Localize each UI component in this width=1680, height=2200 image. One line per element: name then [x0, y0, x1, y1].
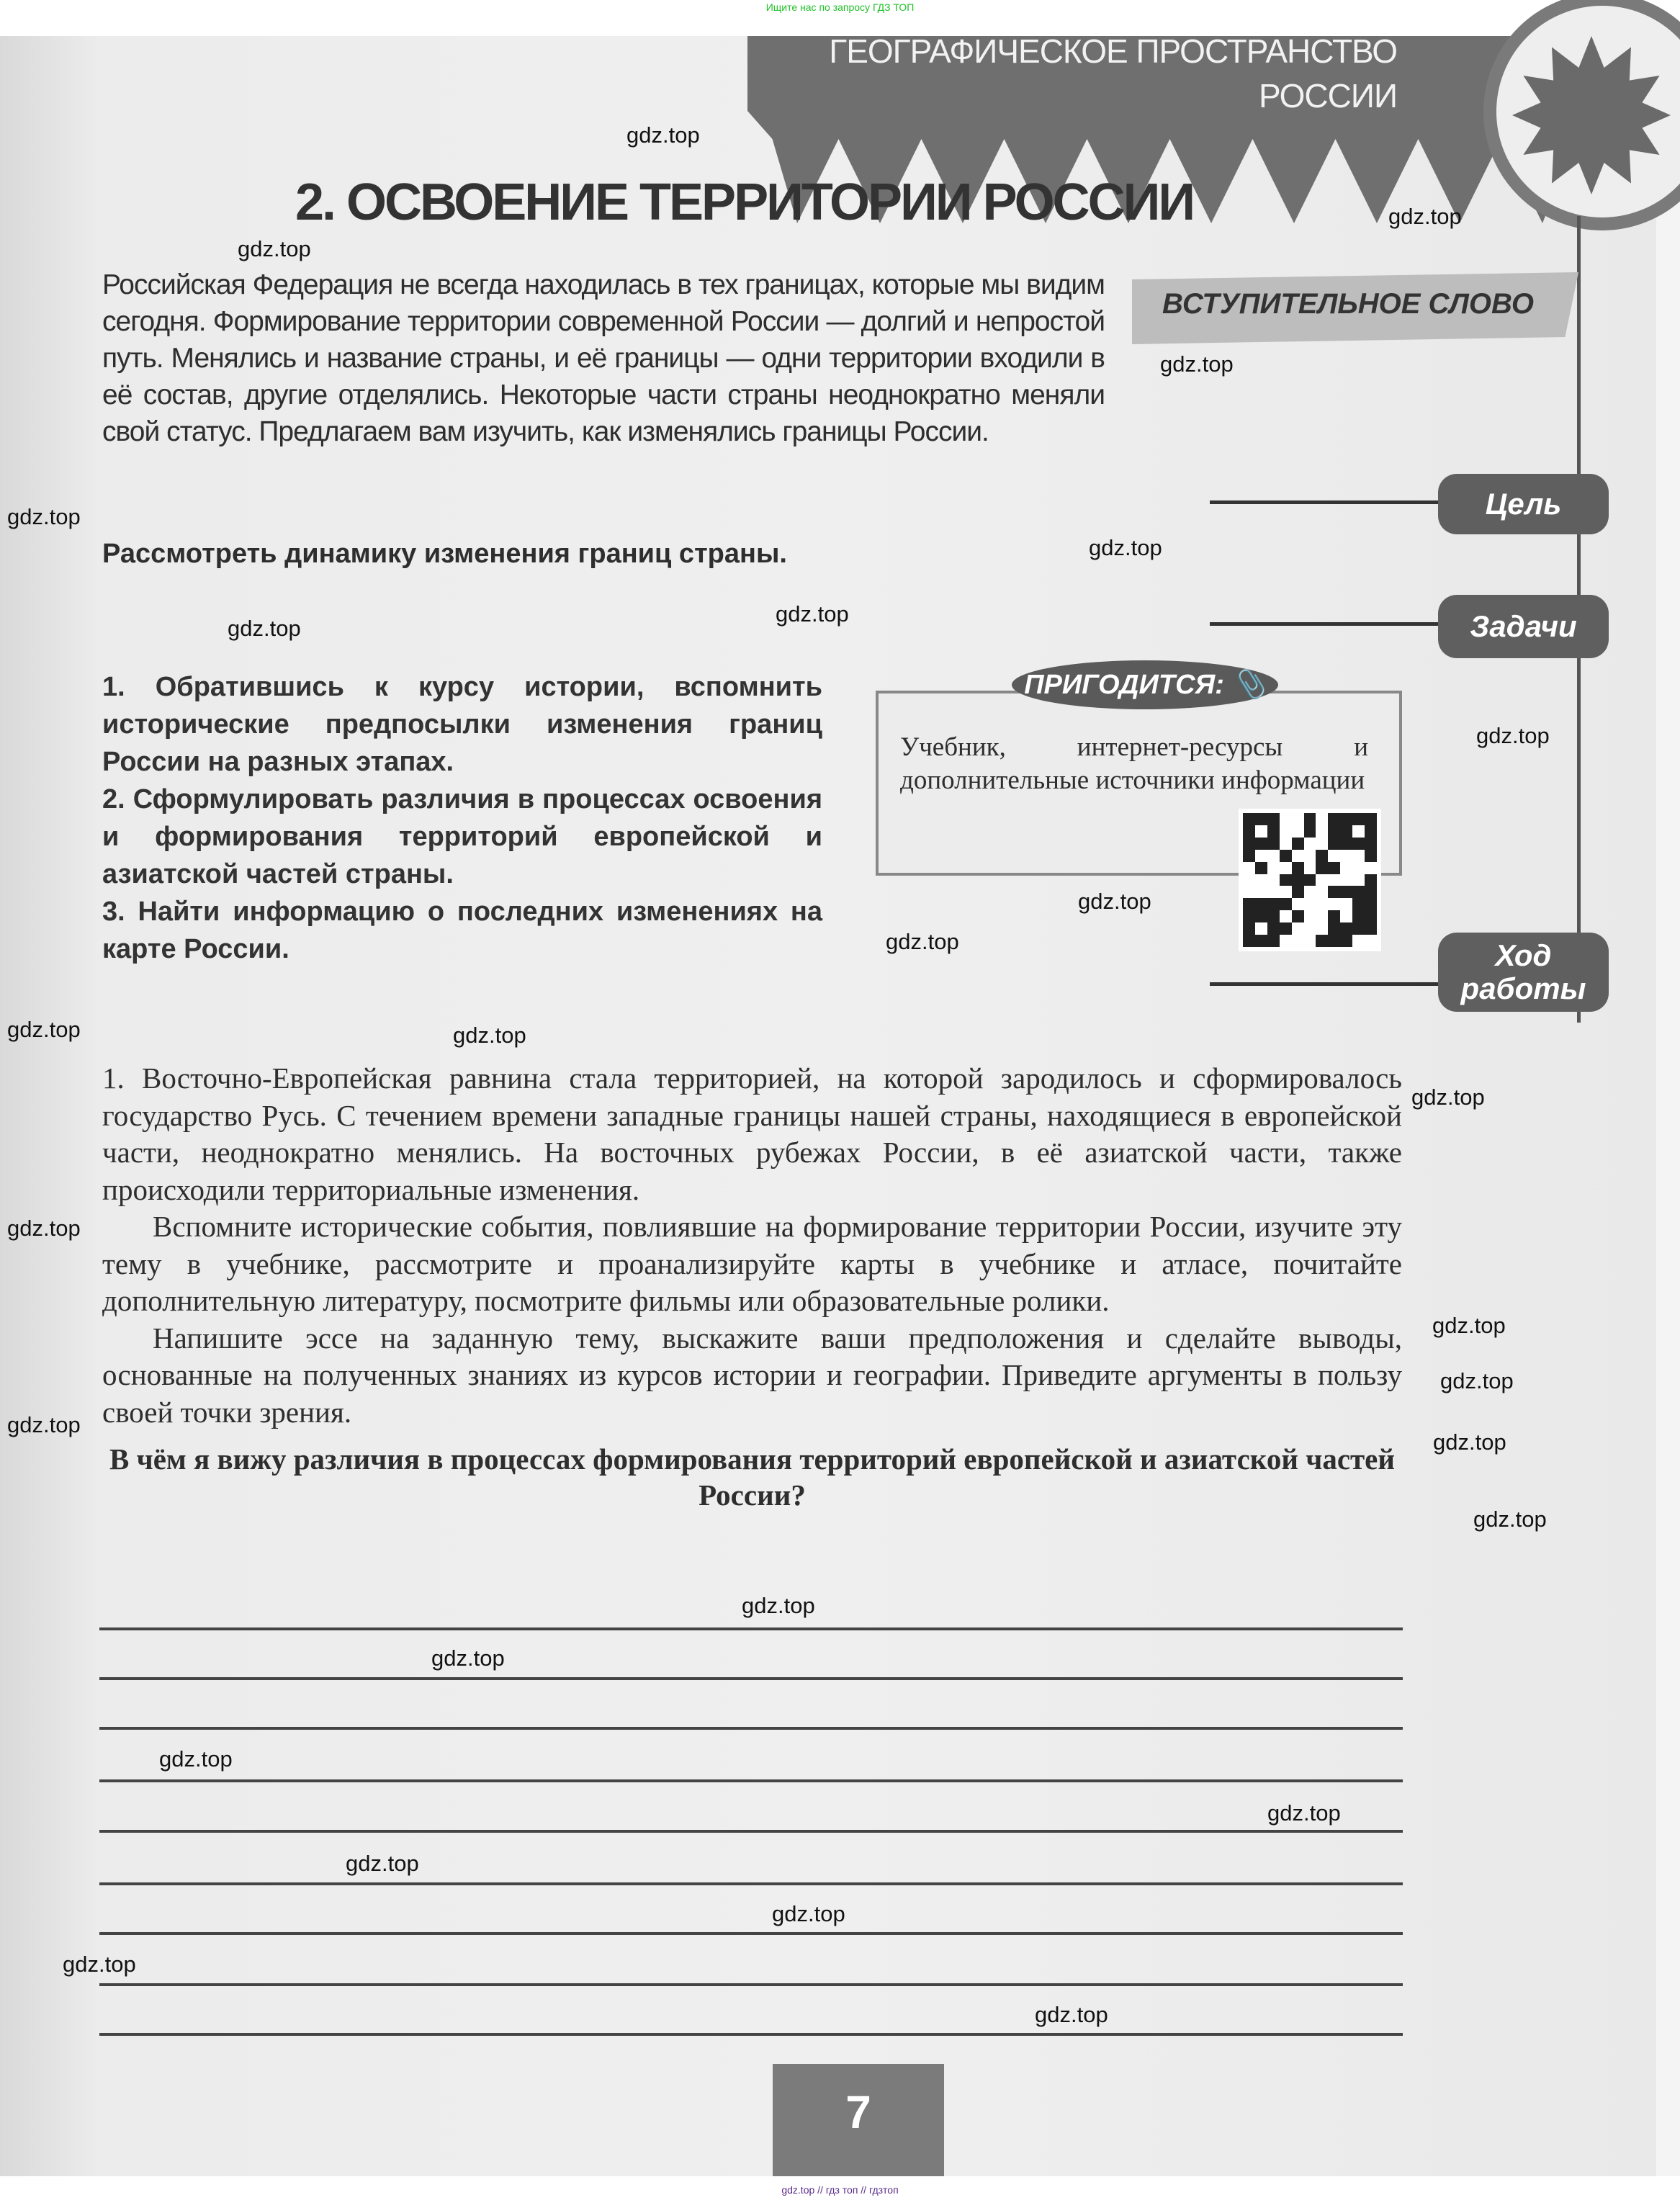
qr-module [1304, 825, 1316, 838]
qr-module [1316, 838, 1328, 850]
qr-module [1316, 886, 1328, 898]
tasks-connector [1210, 622, 1440, 626]
qr-module [1243, 898, 1255, 910]
qr-module [1267, 862, 1280, 874]
qr-module [1304, 862, 1316, 874]
watermark: gdz.top [1440, 1368, 1514, 1393]
qr-module [1280, 922, 1292, 935]
qr-module [1316, 910, 1328, 922]
paragraph: 1. Восточно-Европейская равнина стала территорией, на которой зародилось и сформировалось государство Русь. С течением времени западные границы нашей страны, находящиеся в европейской части, неоднократно менялись. На восточных рубежах России, в её азиатской части, также происходили территориальные изменения. [102, 1061, 1402, 1206]
workflow-connector [1210, 982, 1440, 986]
qr-module [1243, 850, 1255, 862]
qr-module [1365, 862, 1377, 874]
watermark: gdz.top [7, 1412, 81, 1437]
qr-module [1352, 813, 1365, 825]
qr-module [1280, 813, 1292, 825]
qr-module [1328, 898, 1340, 910]
qr-module [1340, 838, 1352, 850]
watermark: gdz.top [228, 616, 301, 641]
qr-module [1352, 850, 1365, 862]
qr-module [1352, 922, 1365, 935]
qr-module [1280, 935, 1292, 947]
qr-module [1255, 850, 1267, 862]
watermark: gdz.top [772, 1901, 845, 1926]
qr-module [1267, 813, 1280, 825]
answer-line[interactable] [99, 1677, 1403, 1680]
qr-module [1255, 910, 1267, 922]
watermark: gdz.top [742, 1593, 815, 1618]
paragraph: Напишите эссе на заданную тему, выскажите ваши предположения и сделайте выводы, основанные на полученных знаниях из курсов истории и географии. Приведите аргументы в пользу своей точки зрения. [102, 1321, 1402, 1429]
qr-module [1292, 838, 1304, 850]
qr-module [1292, 922, 1304, 935]
qr-module [1352, 862, 1365, 874]
answer-line[interactable] [99, 1727, 1403, 1730]
qr-module [1255, 838, 1267, 850]
qr-module [1316, 813, 1328, 825]
qr-module [1255, 935, 1267, 947]
intro-label: ВСТУПИТЕЛЬНОЕ СЛОВО [1162, 288, 1534, 320]
watermark: gdz.top [1411, 1085, 1485, 1110]
watermark: gdz.top [1432, 1313, 1506, 1338]
qr-module [1316, 825, 1328, 838]
qr-module [1352, 898, 1365, 910]
qr-module [1304, 922, 1316, 935]
answer-line[interactable] [99, 1983, 1403, 1986]
qr-module [1304, 813, 1316, 825]
page-title: 2. ОСВОЕНИЕ ТЕРРИТОРИИ РОССИИ [295, 174, 1194, 231]
qr-module [1280, 850, 1292, 862]
paragraph: Вспомните исторические события, повлиявшие на формирование территории России, изучите эту тему в учебнике, рассмотрите и проанализируйте карты в учебнике и атласе, почитайте дополнительную литературу, посмотрите фильмы или образовательные ролики. [102, 1210, 1402, 1317]
qr-module [1280, 874, 1292, 886]
qr-module [1280, 898, 1292, 910]
qr-module [1280, 862, 1292, 874]
task-item: 2. Сформулировать различия в процессах освоения и формирования территорий европейской и азиатской частей страны. [102, 784, 822, 889]
workflow-tag: Ход работы [1438, 933, 1609, 1012]
qr-module [1352, 935, 1365, 947]
qr-module [1340, 910, 1352, 922]
qr-module [1255, 922, 1267, 935]
qr-module [1365, 910, 1377, 922]
qr-module [1328, 850, 1340, 862]
qr-module [1304, 886, 1316, 898]
qr-module [1243, 886, 1255, 898]
qr-module [1365, 922, 1377, 935]
qr-module [1243, 862, 1255, 874]
qr-module [1340, 850, 1352, 862]
answer-line[interactable] [99, 1627, 1403, 1630]
qr-module [1255, 825, 1267, 838]
qr-module [1267, 850, 1280, 862]
qr-module [1328, 886, 1340, 898]
watermark: gdz.top [1433, 1429, 1506, 1455]
qr-module [1365, 825, 1377, 838]
watermark: gdz.top [626, 122, 700, 148]
watermark: gdz.top [346, 1851, 419, 1876]
watermark: gdz.top [1267, 1800, 1341, 1826]
qr-module [1255, 862, 1267, 874]
watermark: gdz.top [159, 1746, 233, 1772]
qr-module [1267, 838, 1280, 850]
qr-module [1292, 850, 1304, 862]
task-item: 3. Найти информацию о последних изменениях на карте России. [102, 897, 822, 964]
qr-module [1328, 874, 1340, 886]
qr-module [1292, 862, 1304, 874]
assignment-text [102, 1060, 1402, 1513]
qr-module [1267, 910, 1280, 922]
qr-module [1365, 813, 1377, 825]
qr-module [1280, 825, 1292, 838]
qr-module [1328, 910, 1340, 922]
answer-line[interactable] [99, 1779, 1403, 1782]
useful-text: Учебник, интернет-ресурсы и дополнительные источники информации [900, 732, 1368, 795]
qr-module [1365, 850, 1377, 862]
qr-module [1255, 813, 1267, 825]
answer-line[interactable] [99, 1830, 1403, 1833]
qr-module [1267, 935, 1280, 947]
watermark: gdz.top [776, 601, 849, 627]
qr-module [1340, 922, 1352, 935]
qr-module [1316, 922, 1328, 935]
qr-module [1352, 825, 1365, 838]
useful-label-text: ПРИГОДИТСЯ: [1024, 670, 1224, 700]
qr-module [1328, 813, 1340, 825]
qr-module [1304, 850, 1316, 862]
qr-module [1243, 910, 1255, 922]
watermark: gdz.top [7, 504, 81, 529]
watermark: gdz.top [1035, 2002, 1108, 2027]
qr-module [1328, 935, 1340, 947]
qr-module [1280, 838, 1292, 850]
qr-module [1352, 886, 1365, 898]
qr-module [1304, 898, 1316, 910]
qr-module [1352, 910, 1365, 922]
qr-code[interactable] [1239, 809, 1381, 951]
intro-text: Российская Федерация не всегда находилась в тех границах, которые мы видим сегодня. Формирование территории современной России — долгий и непростой путь. Менялись и название страны, и её границы — одни территории входили в её состав, другие отделялись. Некоторые части страны неоднократно меняли свой статус. Предлагаем вам изучить, как изменялись границы России. [102, 269, 1105, 447]
essay-question: В чём я вижу различия в процессах формирования территорий европейской и азиатской частей России? [109, 1442, 1396, 1512]
watermark: gdz.top [1476, 723, 1550, 748]
watermark: gdz.top [7, 1216, 81, 1241]
watermark: gdz.top [886, 929, 959, 954]
qr-module [1243, 874, 1255, 886]
qr-module [1292, 935, 1304, 947]
page-edge [1656, 36, 1680, 2176]
task-item: 1. Обратившись к курсу истории, вспомнить исторические предпосылки изменения границ России на разных этапах. [102, 672, 822, 777]
tasks-list [102, 668, 822, 968]
qr-module [1340, 886, 1352, 898]
watermark: gdz.top [453, 1023, 526, 1048]
qr-module [1304, 910, 1316, 922]
qr-module [1267, 922, 1280, 935]
qr-module [1365, 874, 1377, 886]
qr-module [1292, 886, 1304, 898]
qr-module [1243, 813, 1255, 825]
qr-module [1365, 935, 1377, 947]
watermark: gdz.top [238, 236, 311, 261]
qr-module [1340, 813, 1352, 825]
qr-module [1243, 935, 1255, 947]
goal-text: Рассмотреть динамику изменения границ страны. [102, 539, 787, 569]
footer-note: gdz.top // гдз топ // гдзтоп [781, 2184, 899, 2196]
qr-module [1316, 935, 1328, 947]
qr-module [1304, 874, 1316, 886]
qr-module [1340, 935, 1352, 947]
useful-label [1012, 660, 1278, 709]
qr-module [1365, 886, 1377, 898]
qr-module [1316, 850, 1328, 862]
qr-module [1243, 922, 1255, 935]
qr-module [1328, 922, 1340, 935]
answer-line[interactable] [99, 1932, 1403, 1935]
qr-module [1292, 910, 1304, 922]
qr-module [1328, 825, 1340, 838]
section-header-line2: РОССИИ [1258, 77, 1397, 115]
qr-module [1316, 874, 1328, 886]
qr-module [1340, 898, 1352, 910]
qr-module [1280, 886, 1292, 898]
qr-module [1328, 862, 1340, 874]
qr-module [1280, 910, 1292, 922]
tasks-tag: Задачи [1438, 595, 1609, 658]
qr-module [1292, 898, 1304, 910]
watermark: gdz.top [1078, 889, 1151, 914]
section-header-line1: ГЕОГРАФИЧЕСКОЕ ПРОСТРАНСТВО [829, 32, 1397, 70]
qr-module [1365, 838, 1377, 850]
qr-module [1267, 874, 1280, 886]
qr-module [1365, 898, 1377, 910]
watermark: gdz.top [1473, 1507, 1547, 1532]
qr-module [1304, 838, 1316, 850]
qr-module [1243, 825, 1255, 838]
qr-module [1243, 838, 1255, 850]
qr-module [1316, 862, 1328, 874]
qr-module [1267, 825, 1280, 838]
qr-module [1255, 898, 1267, 910]
qr-module [1292, 825, 1304, 838]
qr-module [1340, 825, 1352, 838]
watermark: gdz.top [1160, 351, 1234, 377]
watermark: gdz.top [63, 1952, 136, 1977]
qr-module [1328, 838, 1340, 850]
qr-module [1255, 886, 1267, 898]
qr-module [1352, 838, 1365, 850]
paperclip-icon: 📎 [1231, 670, 1266, 700]
qr-module [1292, 813, 1304, 825]
watermark: gdz.top [431, 1645, 505, 1671]
answer-line[interactable] [99, 2033, 1403, 2036]
watermark: gdz.top [1089, 535, 1162, 560]
qr-module [1316, 898, 1328, 910]
qr-module [1304, 935, 1316, 947]
section-header-text [749, 29, 1397, 118]
goal-tag: Цель [1438, 474, 1609, 534]
qr-module [1267, 886, 1280, 898]
watermark: gdz.top [1388, 204, 1462, 229]
qr-module [1255, 874, 1267, 886]
qr-module [1292, 874, 1304, 886]
qr-module [1352, 874, 1365, 886]
page-number: 7 [773, 2064, 944, 2176]
qr-module [1340, 874, 1352, 886]
qr-module [1267, 898, 1280, 910]
watermark: gdz.top [7, 1017, 81, 1042]
qr-module [1340, 862, 1352, 874]
goal-connector [1210, 500, 1440, 504]
top-note: Ищите нас по запросу ГДЗ ТОП [765, 1, 915, 13]
answer-line[interactable] [99, 1882, 1403, 1885]
